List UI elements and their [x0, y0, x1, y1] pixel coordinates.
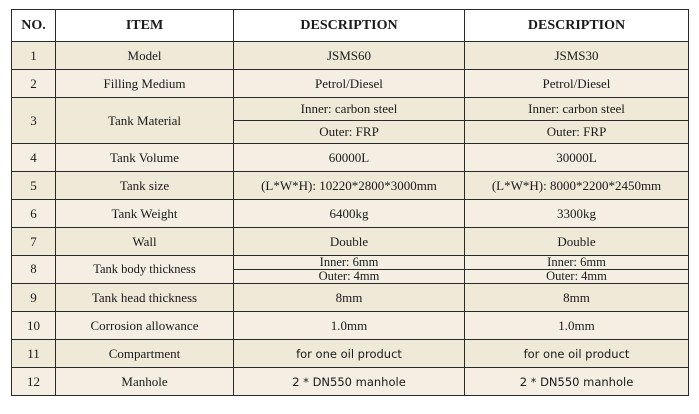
row-item: Tank head thickness [56, 284, 234, 312]
row-number: 10 [12, 312, 56, 340]
row-value-1: 60000L [234, 144, 465, 172]
row-number: 1 [12, 42, 56, 70]
row-value-2: 2 * DN550 manhole [465, 368, 689, 396]
row-number: 7 [12, 228, 56, 256]
row-number: 9 [12, 284, 56, 312]
row-value-1: 8mm [234, 284, 465, 312]
row-item: Compartment [56, 340, 234, 368]
row-value-2: 3300kg [465, 200, 689, 228]
header-description-1: DESCRIPTION [234, 10, 465, 42]
table-row [12, 172, 689, 200]
row-item: Filling Medium [56, 70, 234, 98]
row-value-2-outer: Outer: 4mm [465, 270, 689, 284]
table-row [12, 70, 689, 98]
row-number: 4 [12, 144, 56, 172]
table-row [12, 98, 689, 121]
row-value-2-outer: Outer: FRP [465, 121, 689, 144]
table-row [12, 284, 689, 312]
row-item: Tank size [56, 172, 234, 200]
row-value-2-inner: Inner: carbon steel [465, 98, 689, 121]
row-value-2-inner: Inner: 6mm [465, 256, 689, 270]
row-item: Model [56, 42, 234, 70]
row-number: 6 [12, 200, 56, 228]
header-description-2: DESCRIPTION [465, 10, 689, 42]
row-value-2: Petrol/Diesel [465, 70, 689, 98]
row-value-2: JSMS30 [465, 42, 689, 70]
row-item: Tank Weight [56, 200, 234, 228]
row-value-1-inner: Inner: carbon steel [234, 98, 465, 121]
row-value-2: 8mm [465, 284, 689, 312]
row-value-1: 2 * DN550 manhole [234, 368, 465, 396]
row-number: 2 [12, 70, 56, 98]
table-row [12, 368, 689, 396]
row-value-1: Petrol/Diesel [234, 70, 465, 98]
header-item: ITEM [56, 10, 234, 42]
table-row [12, 200, 689, 228]
row-value-1: 1.0mm [234, 312, 465, 340]
row-value-2: for one oil product [465, 340, 689, 368]
row-number: 12 [12, 368, 56, 396]
row-value-2: (L*W*H): 8000*2200*2450mm [465, 172, 689, 200]
row-value-1: (L*W*H): 10220*2800*3000mm [234, 172, 465, 200]
spec-table-container [11, 9, 689, 396]
row-value-1-outer: Outer: FRP [234, 121, 465, 144]
row-value-1: JSMS60 [234, 42, 465, 70]
row-item: Wall [56, 228, 234, 256]
row-value-2: 1.0mm [465, 312, 689, 340]
row-number: 3 [12, 98, 56, 144]
row-value-1-outer: Outer: 4mm [234, 270, 465, 284]
row-item: Tank Volume [56, 144, 234, 172]
row-value-2: Double [465, 228, 689, 256]
table-row [12, 340, 689, 368]
specification-table [11, 9, 689, 396]
row-number: 5 [12, 172, 56, 200]
row-value-2: 30000L [465, 144, 689, 172]
row-item: Manhole [56, 368, 234, 396]
row-value-1: for one oil product [234, 340, 465, 368]
table-row [12, 228, 689, 256]
row-value-1-inner: Inner: 6mm [234, 256, 465, 270]
row-item: Tank Material [56, 98, 234, 144]
header-row [12, 10, 689, 42]
header-no: NO. [12, 10, 56, 42]
table-row [12, 42, 689, 70]
row-value-1: Double [234, 228, 465, 256]
row-item: Tank body thickness [56, 256, 234, 284]
row-number: 11 [12, 340, 56, 368]
row-item: Corrosion allowance [56, 312, 234, 340]
table-row [12, 256, 689, 270]
row-number: 8 [12, 256, 56, 284]
row-value-1: 6400kg [234, 200, 465, 228]
table-row [12, 312, 689, 340]
table-row [12, 144, 689, 172]
